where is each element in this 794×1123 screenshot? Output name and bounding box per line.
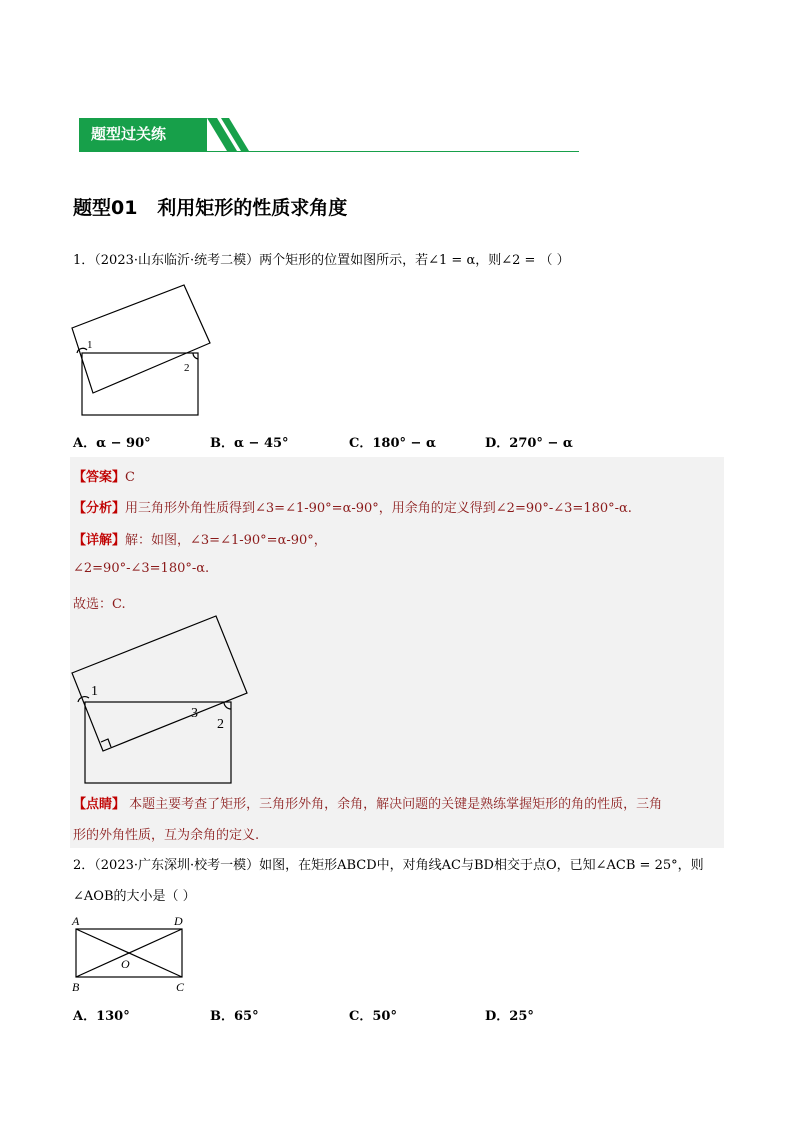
question-1-stem: 1．（2023·山东临沂·统考二模）两个矩形的位置如图所示，若∠1 = α，则∠2 = （ ） [73, 253, 570, 268]
question-1-figure [70, 283, 220, 419]
q2-label-a: A [72, 914, 80, 928]
q2-label-o: O [121, 957, 130, 971]
q2-option-d[interactable]: D．25° [485, 1009, 534, 1024]
q2-option-a[interactable]: A．130° [73, 1009, 130, 1024]
banner-label: 题型过关练 [79, 118, 207, 151]
sol-angle-2-label: 2 [217, 717, 224, 732]
q2-option-b[interactable]: B．65° [210, 1009, 259, 1024]
question-2-figure [70, 910, 194, 996]
q1-angle-1-label: 1 [87, 339, 93, 351]
solution-1-answer: 【答案】C [73, 470, 135, 485]
question-2-stem-line-2: ∠AOB的大小是（ ） [73, 889, 196, 904]
q1-option-c[interactable]: C．180° − α [349, 436, 436, 451]
solution-1-analysis: 【分析】用三角形外角性质得到∠3=∠1-90°=α-90°，用余角的定义得到∠2=90°-∠3=180°-α. [73, 501, 632, 516]
q1-angle-2-label: 2 [184, 362, 190, 374]
q2-option-c[interactable]: C．50° [349, 1009, 397, 1024]
question-2-options [73, 1005, 633, 1025]
solution-1-detail-line-2: ∠2=90°-∠3=180°-α. [73, 561, 210, 576]
solution-1-detail: 【详解】解：如图，∠3=∠1-90°=α-90°， [73, 533, 327, 548]
question-2-stem: 2．（2023·广东深圳·校考一模）如图，在矩形ABCD中，对角线AC与BD相交于点O，已知∠ACB = 25°，则 [73, 858, 704, 873]
banner-rule [79, 151, 579, 152]
q2-label-b: B [72, 980, 80, 994]
sol-angle-1-label: 1 [91, 684, 98, 699]
q1-option-a[interactable]: A．α − 90° [73, 436, 151, 451]
sol-angle-3-label: 3 [191, 706, 198, 721]
q1-option-b[interactable]: B．α − 45° [210, 436, 289, 451]
solution-1-comment: 【点睛】 本题主要考查了矩形，三角形外角，余角，解决问题的关键是熟练掌握矩形的角的性质，三角 [73, 797, 663, 812]
q2-label-d: D [174, 914, 183, 928]
solution-1-figure [70, 613, 252, 788]
q2-label-c: C [176, 980, 185, 994]
solution-1-detail-line-3: 故选：C. [73, 597, 126, 612]
q1-option-d[interactable]: D．270° − α [485, 436, 573, 451]
solution-1-comment-line-2: 形的外角性质，互为余角的定义. [73, 828, 260, 843]
section-title: 题型01 利用矩形的性质求角度 [73, 197, 348, 219]
question-1-options [73, 432, 633, 452]
